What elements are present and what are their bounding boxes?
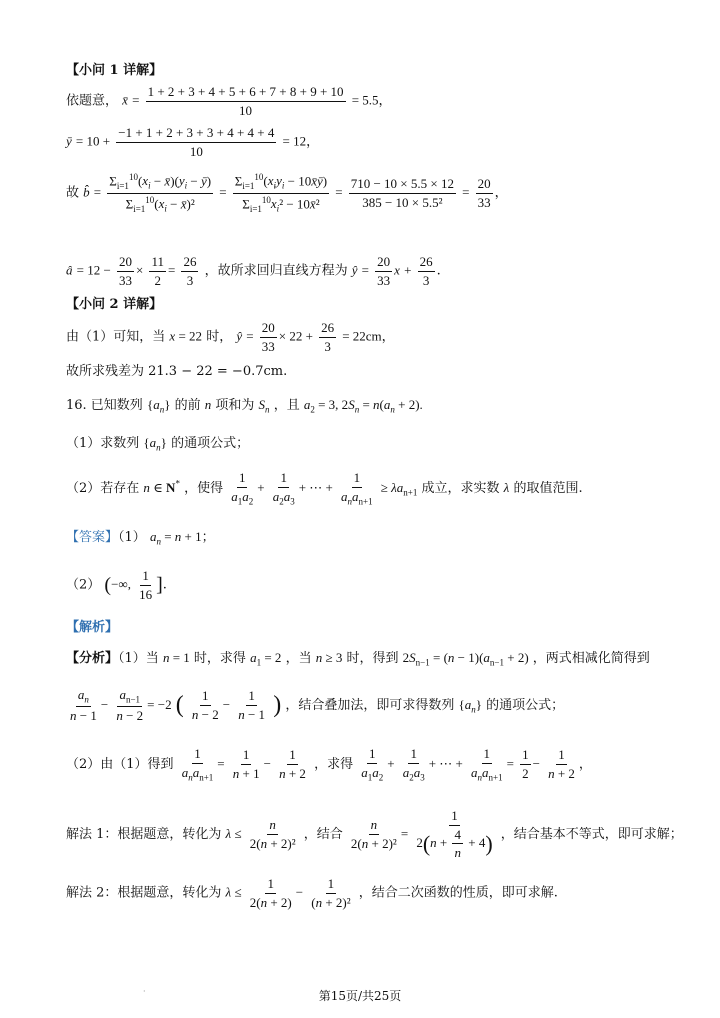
prediction-line: 由（1）可知，当 x = 22 时， ŷ = $\frac{20}{33}$ × 22 + $\frac{26}{3}$ = 22cm， [66,320,395,354]
question-16-part-1: （1）求数列 $\{a_n\}$ 的通项公式； [66,435,250,453]
slope-formula-line: 故 b̂ = $\frac{\Sigma_{i=1}^{10}(x_i - x̄)(y_i - ȳ)}{\Sigma_{i=1}^{10}(x_i - x̄)^2}$ = $\frac{\Sigma_{i=1}^{10}(x_iy_i - 10x̄ȳ)}{\Sigma_{i=1}^{10}x_i^2 - 10x̄^2}$ = $\frac{710 - 10 \times 5.5 \times 12}{\text{385 − 10 × 5.5²}}$ = $\frac{20}{33}$ ， [66,172,508,214]
page-dot: · [143,987,146,996]
subquestion-1-heading: 【小问 1 详解】 [66,63,163,78]
analysis-line-3: （2）由（1）得到 $\frac{1}{a_na_{n+1}}$ = $\frac{1}{n + 1}$ − $\frac{1}{n + 2}$ ，求得 $\frac{1}{a_1a_2}$ + $\frac{1}{a_2a_3}$ + ⋯ + $\frac{1}{a_na_{n+1}}$ = $\frac{1}{2}$ − $\frac{1}{n + 2}$ ， [66,746,592,783]
subquestion-2-heading: 【小问 2 详解】 [66,297,163,312]
analysis-line-1: 【分析】（1）当 n = 1 时，求得 $a_1 = 2$ ，当 n ≥ 3 时，得到 $2S_{n-1} = (n - 1)(a_{n-1} + 2)$ ，两式相减化简得到 [66,650,650,668]
question-16: 16. 已知数列 $\{a_n\}$ 的前 n 项和为 $S_n$ ，且 $a_2 = 3$, $2S_n = n(a_n + 2)$. [66,397,423,415]
question-16-part-2: （2）若存在 n ∈ N* ，使得 $\frac{1}{a_1a_2}$ + $\frac{1}{a_2a_3}$ + ⋯ + $\frac{1}{a_na_{n+1}}$ ≥ $\lambda a_{n+1}$ 成立，求实数 λ 的取值范围. [66,470,583,507]
mean-x-line: 依题意， x̄ = $\frac{1 + 2 + 3 + 4 + 5 + 6 + 7 + 8 + 9 + 10}{10}$ = 5.5， [66,84,392,118]
method-2-line: 解法 2：根据题意，转化为 λ ≤ $\frac{1}{2(n + 2)}$ − $\frac{1}{\text{(n + 2)²}}$ ，结合二次函数的性质，即可求解. [66,876,558,910]
answer-label: 【答案】 [66,530,119,545]
intercept-line: â = 12 − $\frac{20}{33}$ × $\frac{11}{2}$ = $\frac{26}{3}$ ，故所求回归直线方程为 ŷ = $\frac{20}{33}$ x + $\frac{26}{3}$ . [66,254,441,288]
answer-line-1: 【答案】（1） $a_n = n + 1$； [66,529,215,547]
method-1-line: 解法 1：根据题意，转化为 λ ≤ $\frac{n}{\text{2(n + 2)²}}$ ，结合 $\frac{n}{\text{2(n + 2)²}}$ = 1 2(n + $\frac{4}{n}$ + 4) ，结合基本不等式，即可求解； [66,808,683,861]
mean-y-line: ȳ = 10 + $\frac{-1 + 1 + 2 + 3 + 3 + 4 + 4 + 4}{10}$ = 12， [66,125,320,159]
analysis-line-2: $\frac{a_n}{n - 1}$ − $\frac{a_{n-1}}{n - 2}$ = −2 ( $\frac{1}{n - 2}$ − $\frac{1}{n - 1}$ ) ，结合叠加法，即可求得数列 $\{a_n\}$ 的通项公式； [70,687,565,724]
page-footer: 第15页/共25页 [318,989,402,1003]
residual-line: 故所求残差为 21.3 − 22 = −0.7cm. [66,364,288,379]
answer-line-2: （2） (−∞, $\frac{1}{16}$ ]. [66,568,167,602]
analysis-heading: 【解析】 [66,620,119,635]
